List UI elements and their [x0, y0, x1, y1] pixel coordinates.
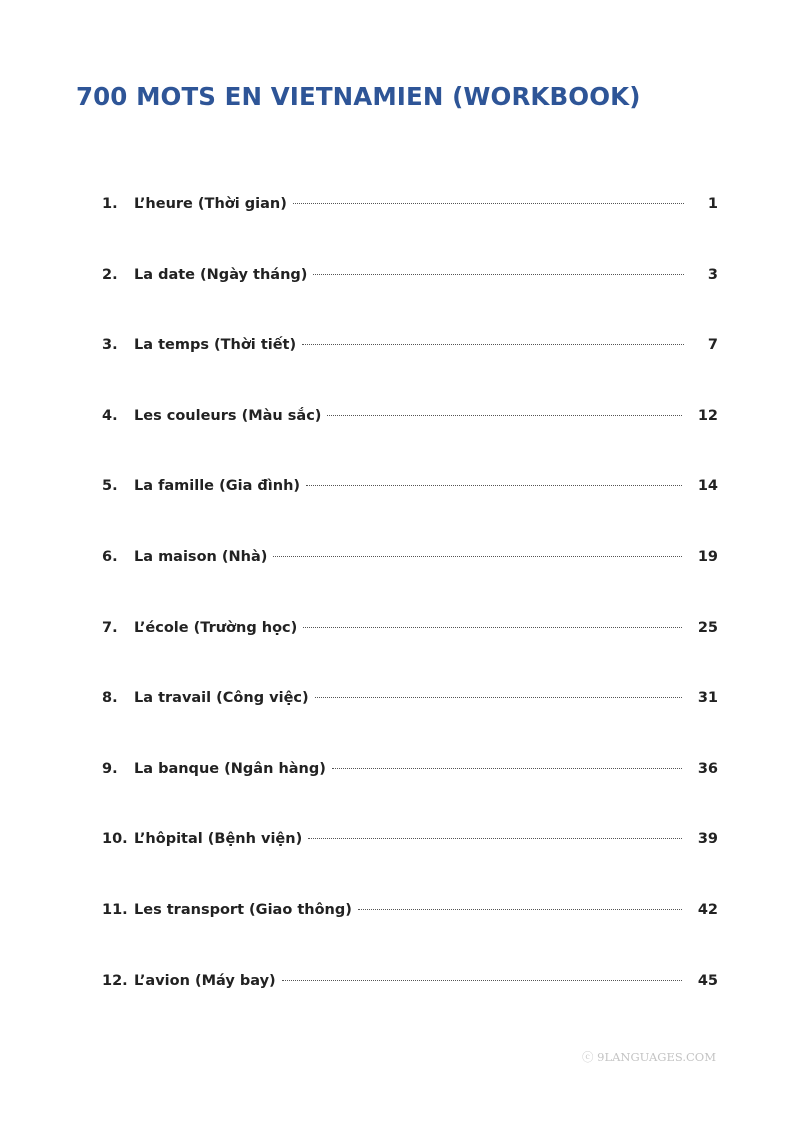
toc-entry: [102, 755, 718, 826]
toc-number: 10.: [102, 831, 128, 848]
toc-entry: [102, 825, 718, 896]
toc-page-number: 19: [697, 548, 718, 565]
toc-page-number: 42: [697, 901, 718, 918]
toc-entry: [102, 614, 718, 685]
toc-number: 11.: [102, 901, 128, 918]
toc-number: 5.: [102, 478, 118, 495]
toc-label: La maison (Nhà): [134, 548, 268, 565]
toc-label: La banque (Ngân hàng): [134, 760, 326, 777]
toc-label: L’heure (Thời gian): [134, 196, 287, 212]
toc-label: Les transport (Giao thông): [134, 901, 352, 918]
dot-leader: [308, 837, 682, 839]
toc-label: Les couleurs (Màu sắc): [134, 407, 322, 424]
toc-page-number: 25: [697, 619, 718, 636]
toc-page-number: 12: [697, 407, 718, 424]
toc-number: 4.: [102, 407, 118, 424]
dot-leader: [313, 273, 684, 275]
toc-entry: [102, 190, 718, 261]
dot-leader: [358, 908, 682, 910]
toc-entry: [102, 896, 718, 967]
dot-leader: [302, 343, 684, 345]
toc-number: 1.: [102, 196, 118, 212]
dot-leader: [273, 555, 681, 557]
toc-entry: [102, 967, 718, 1038]
toc-number: 3.: [102, 337, 118, 354]
table-of-contents: [102, 190, 718, 1037]
toc-page-number: 3: [707, 266, 718, 283]
toc-number: 12.: [102, 972, 128, 989]
dot-leader: [332, 767, 682, 769]
toc-number: 8.: [102, 690, 118, 707]
toc-label: L’avion (Máy bay): [134, 972, 276, 989]
toc-entry: [102, 684, 718, 755]
toc-label: La date (Ngày tháng): [134, 266, 308, 283]
toc-entry: [102, 543, 718, 614]
toc-page-number: 39: [697, 831, 718, 848]
toc-entry: [102, 402, 718, 473]
dot-leader: [306, 484, 682, 486]
toc-page-number: 1: [707, 196, 718, 212]
toc-page-number: 36: [697, 760, 718, 777]
toc-label: L’hôpital (Bệnh viện): [134, 831, 303, 848]
dot-leader: [293, 202, 684, 204]
page-title: 700 MOTS EN VIETNAMIEN (WORKBOOK): [76, 82, 641, 111]
toc-page-number: 31: [697, 690, 718, 707]
toc-number: 6.: [102, 548, 118, 565]
toc-number: 7.: [102, 619, 118, 636]
dot-leader: [303, 626, 682, 628]
toc-label: La famille (Gia đình): [134, 478, 301, 495]
toc-number: 9.: [102, 760, 118, 777]
toc-number: 2.: [102, 266, 118, 283]
dot-leader: [327, 414, 681, 416]
toc-entry: [102, 472, 718, 543]
toc-page-number: 14: [697, 478, 718, 495]
toc-entry: [102, 331, 718, 402]
toc-entry: [102, 261, 718, 332]
toc-page-number: 45: [697, 972, 718, 989]
toc-label: L’école (Trường học): [134, 619, 298, 636]
toc-page-number: 7: [707, 337, 718, 354]
dot-leader: [315, 696, 682, 698]
toc-label: La travail (Công việc): [134, 690, 309, 707]
copyright-footer: ⓒ 9LANGUAGES.COM: [581, 1050, 716, 1064]
toc-label: La temps (Thời tiết): [134, 337, 297, 354]
dot-leader: [282, 979, 682, 981]
